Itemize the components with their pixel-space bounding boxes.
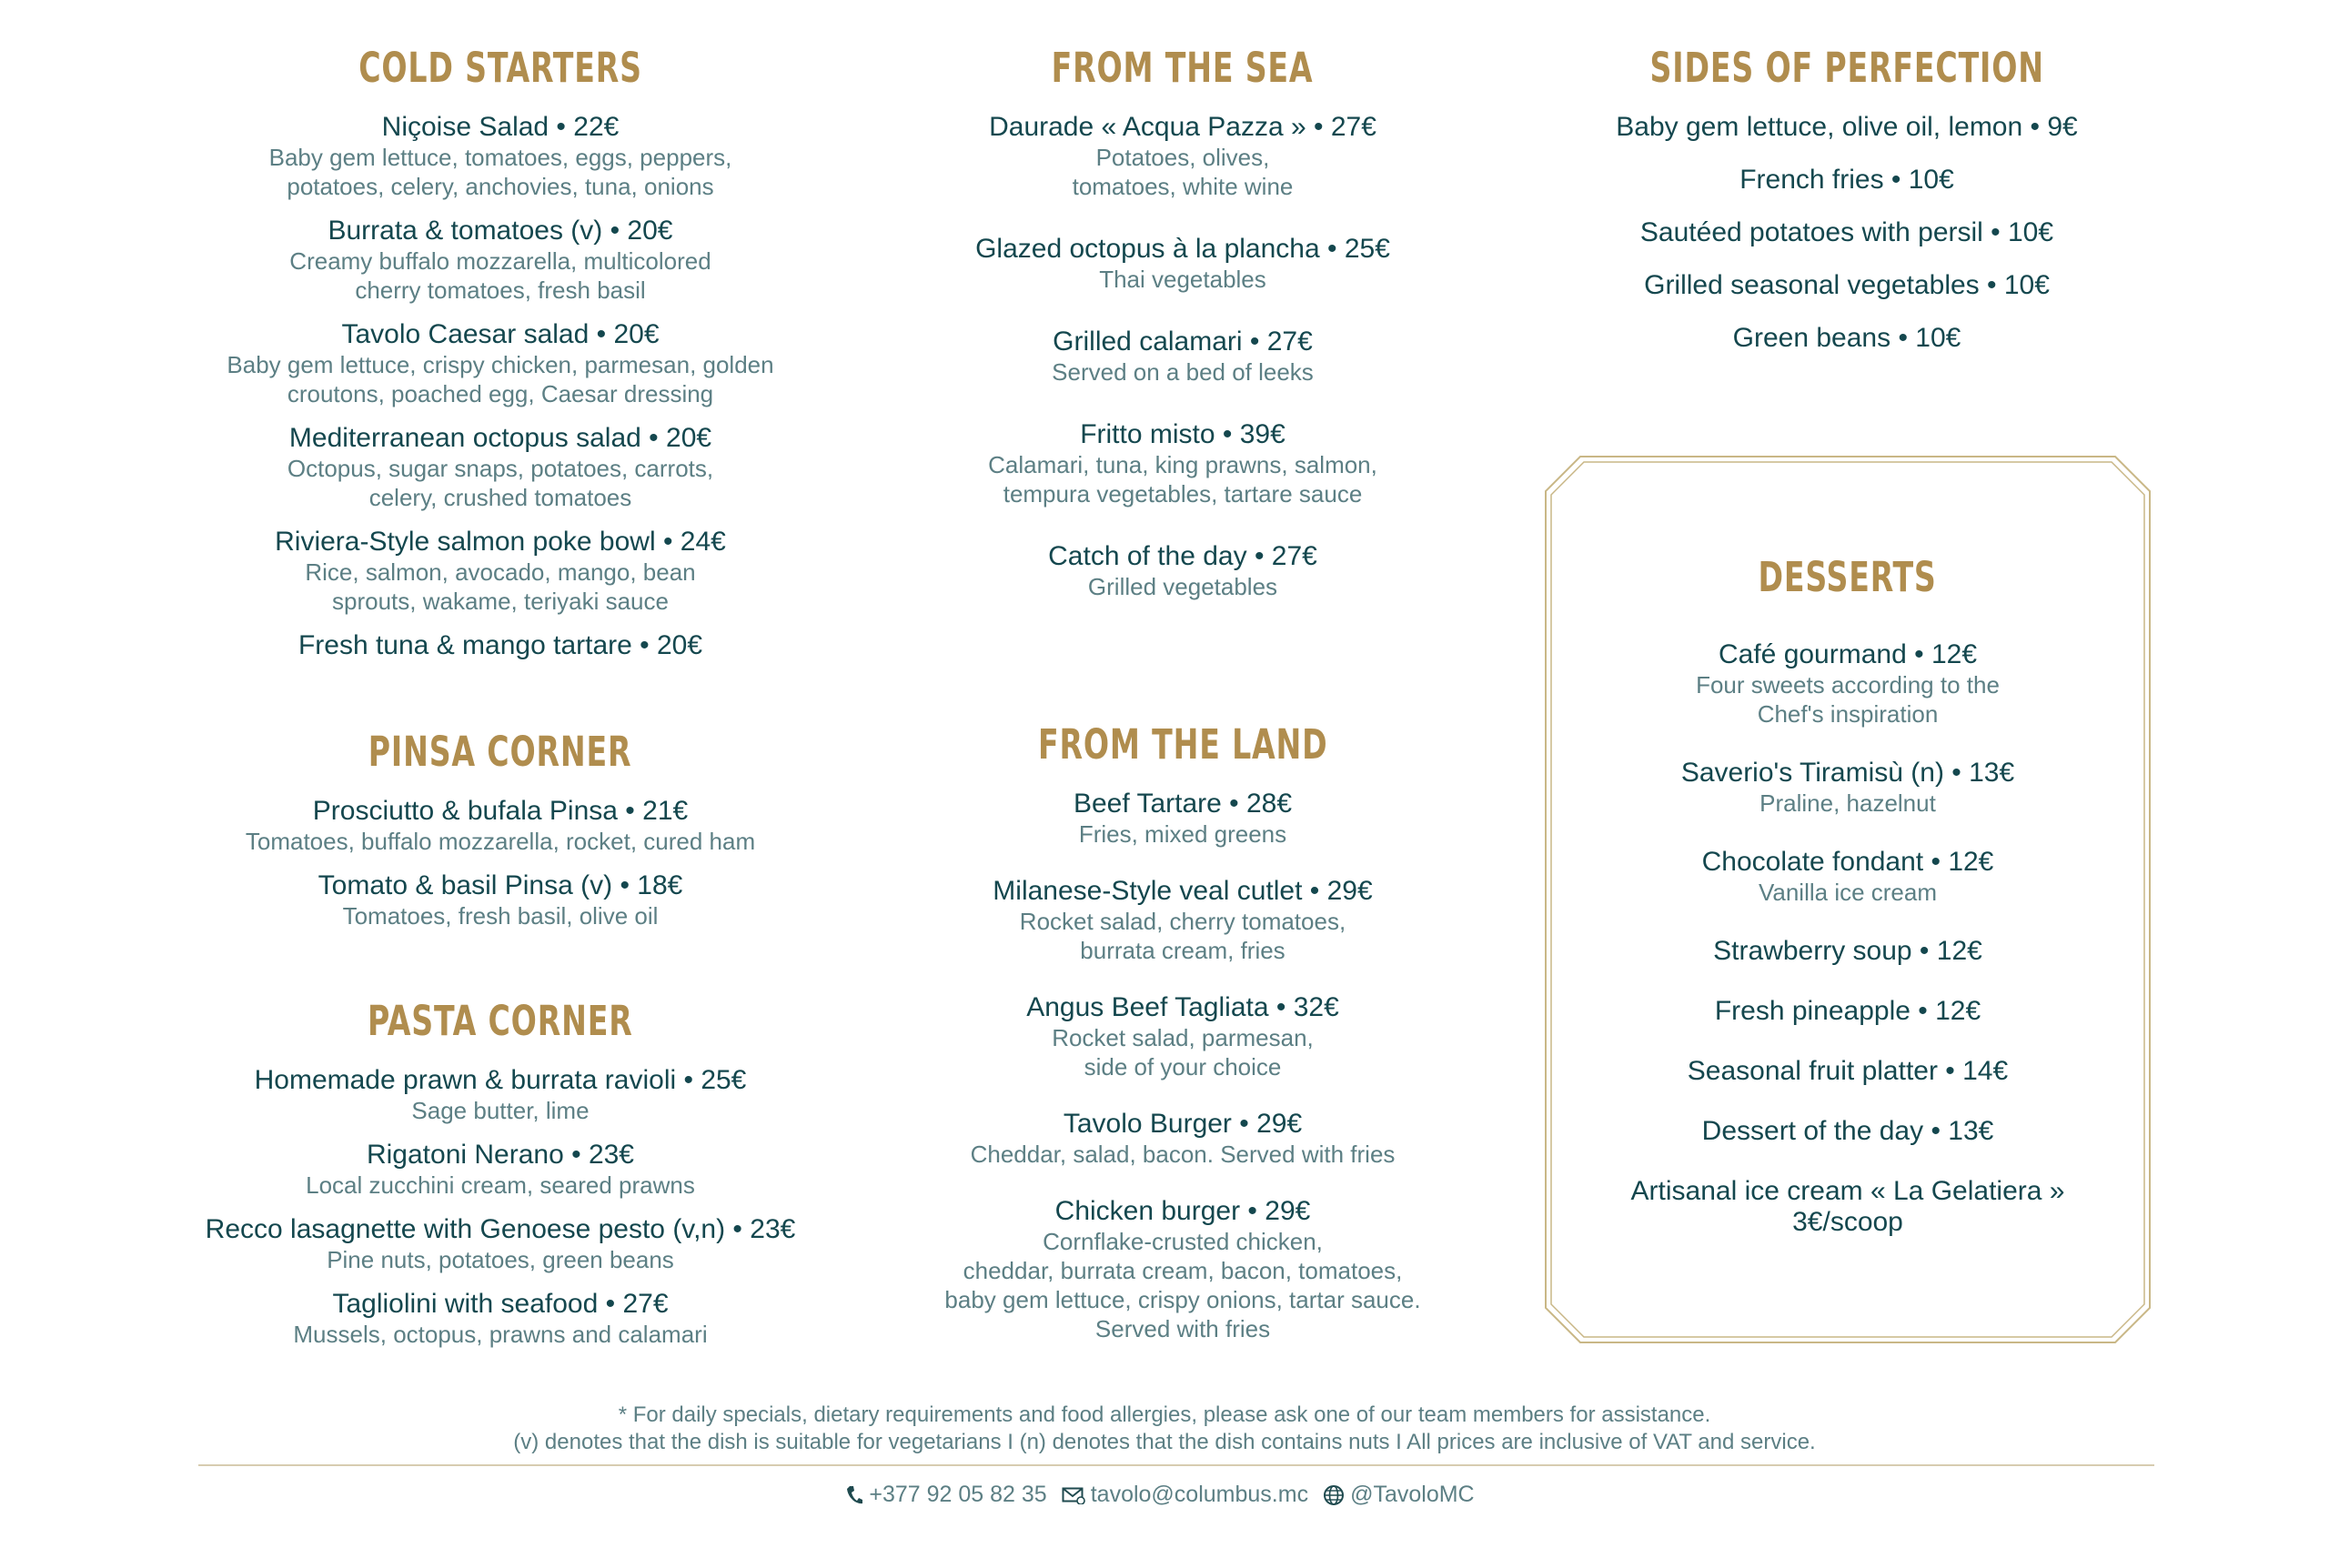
item-name: Angus Beef Tagliata • 32€ — [1026, 992, 1339, 1022]
item-description: Pine nuts, potatoes, green beans — [327, 1246, 674, 1273]
section-heading: DESSERTS — [1758, 553, 1938, 601]
item-description: Calamari, tuna, king prawns, salmon, tempura vegetables, tartare sauce — [988, 451, 1377, 508]
menu-item — [1052, 327, 1314, 387]
cold-starters-section — [136, 44, 864, 676]
footnote-line: * For daily specials, dietary requirements and food allergies, please ask one of our team members for assistance. — [618, 1402, 1711, 1427]
item-name: Riviera-Style salmon poke bowl • 24€ — [275, 527, 726, 557]
item-name: Fritto misto • 39€ — [1080, 419, 1285, 449]
menu-item — [289, 216, 711, 305]
item-description: Grilled vegetables — [1087, 573, 1278, 600]
item-name: Daurade « Acqua Pazza » • 27€ — [989, 112, 1376, 142]
item-description: Served on a bed of leeks — [1052, 358, 1314, 386]
item-name: Catch of the day • 27€ — [1048, 541, 1317, 571]
item-description: Creamy buffalo mozzarella, multicolored cherry tomatoes, fresh basil — [289, 247, 711, 304]
item-name: Strawberry soup • 12€ — [1713, 936, 1982, 966]
menu-item — [971, 1109, 1396, 1169]
section-heading: SIDES OF PERFECTION — [1649, 44, 2044, 92]
menu-item — [1631, 1176, 2065, 1238]
menu-item — [1026, 992, 1339, 1081]
contact-bar — [0, 1482, 2329, 1508]
item-description: Four sweets according to the Chef's inspiration — [1696, 671, 2000, 728]
menu-item — [975, 234, 1390, 294]
item-name: Artisanal ice cream « La Gelatiera » 3€/scoop — [1630, 1176, 2065, 1237]
menu-item — [989, 112, 1376, 201]
item-name: Seasonal fruit platter • 14€ — [1687, 1056, 2009, 1086]
menu-item — [246, 796, 755, 856]
footnote — [0, 1402, 2329, 1456]
item-description: Local zucchini cream, seared prawns — [306, 1171, 695, 1199]
menu-item — [1640, 217, 2053, 248]
menu-item — [1702, 847, 1994, 907]
phone-number[interactable]: +377 92 05 82 35 — [869, 1482, 1047, 1507]
menu-item — [318, 870, 683, 930]
item-name: Fresh tuna & mango tartare • 20€ — [297, 630, 703, 660]
item-description: Tomatoes, buffalo mozzarella, rocket, cured ham — [245, 828, 756, 855]
item-name: Glazed octopus à la plancha • 25€ — [975, 234, 1390, 264]
item-description: Mussels, octopus, prawns and calamari — [293, 1321, 708, 1348]
menu-item — [298, 630, 702, 661]
menu-item — [293, 1289, 707, 1349]
menu-item — [944, 1196, 1420, 1343]
item-description: Baby gem lettuce, crispy chicken, parmesan, golden croutons, poached egg, Caesar dressing — [227, 351, 774, 407]
item-description: Rocket salad, parmesan, side of your choice — [1052, 1024, 1314, 1081]
item-name: Baby gem lettuce, olive oil, lemon • 9€ — [1616, 112, 2078, 142]
item-name: Saverio's Tiramisù (n) • 13€ — [1680, 758, 2015, 788]
desserts-box — [1544, 455, 2152, 1344]
menu-item — [206, 1214, 796, 1274]
item-name: Fresh pineapple • 12€ — [1714, 996, 1981, 1026]
menu-item — [1048, 541, 1317, 601]
section-heading: PASTA CORNER — [368, 997, 633, 1045]
item-description: Vanilla ice cream — [1758, 879, 1938, 906]
phone-icon — [845, 1484, 863, 1506]
item-description: Potatoes, olives, tomatoes, white wine — [1072, 144, 1294, 200]
menu-item — [1681, 758, 2014, 818]
from-the-sea-section — [819, 44, 1547, 634]
item-name: Chocolate fondant • 12€ — [1701, 847, 1994, 877]
social-handle[interactable]: @TavoloMC — [1350, 1482, 1475, 1507]
item-description: Cheddar, salad, bacon. Served with fries — [970, 1141, 1396, 1168]
menu-item — [1702, 1116, 1994, 1147]
menu-item — [1739, 165, 1954, 196]
menu-item — [269, 112, 732, 201]
menu-item — [988, 419, 1377, 508]
sides-section — [1483, 44, 2211, 376]
menu-item — [1696, 639, 2000, 729]
section-heading: FROM THE LAND — [1037, 720, 1328, 769]
menu-item — [993, 876, 1372, 965]
menu-item — [306, 1140, 695, 1200]
globe-icon — [1323, 1484, 1345, 1506]
footnote-line: (v) denotes that the dish is suitable for vegetarians I (n) denotes that the dish contains nuts I All prices are inclusive of VAT and service. — [513, 1430, 1816, 1454]
pasta-corner-section — [136, 997, 864, 1363]
item-description: Tomatoes, fresh basil, olive oil — [342, 902, 659, 930]
item-name: Grilled seasonal vegetables • 10€ — [1644, 270, 2050, 300]
menu-item — [255, 1065, 747, 1125]
section-heading: FROM THE SEA — [1052, 44, 1314, 92]
from-the-land-section — [819, 720, 1547, 1371]
item-name: Prosciutto & bufala Pinsa • 21€ — [312, 796, 689, 826]
menu-item — [1074, 789, 1292, 849]
item-name: Café gourmand • 12€ — [1718, 639, 1978, 669]
item-name: Milanese-Style veal cutlet • 29€ — [993, 876, 1373, 906]
item-description: Rocket salad, cherry tomatoes, burrata cream, fries — [1019, 908, 1346, 964]
item-description: Octopus, sugar snaps, potatoes, carrots, celery, crushed tomatoes — [287, 455, 714, 511]
item-name: Tomato & basil Pinsa (v) • 18€ — [318, 870, 683, 900]
item-description: Baby gem lettuce, tomatoes, eggs, peppers, potatoes, celery, anchovies, tuna, onions — [268, 144, 732, 200]
item-name: Tavolo Burger • 29€ — [1063, 1109, 1303, 1139]
item-name: Mediterranean octopus salad • 20€ — [288, 423, 712, 453]
item-name: Sautéed potatoes with persil • 10€ — [1639, 217, 2054, 247]
desserts-section — [1544, 553, 2152, 1267]
email-address[interactable]: tavolo@columbus.mc — [1090, 1482, 1309, 1507]
item-name: Burrata & tomatoes (v) • 20€ — [328, 216, 673, 246]
item-name: Chicken burger • 29€ — [1054, 1196, 1311, 1226]
item-description: Thai vegetables — [1099, 266, 1266, 293]
item-name: French fries • 10€ — [1739, 165, 1954, 195]
item-description: Rice, salmon, avocado, mango, bean sprouts, wakame, teriyaki sauce — [305, 558, 696, 615]
item-description: Cornflake-crusted chicken, cheddar, burrata cream, bacon, tomatoes, baby gem lettuce, crispy onions, tartar sauce. Served with fries — [944, 1228, 1421, 1342]
item-name: Rigatoni Nerano • 23€ — [366, 1140, 634, 1170]
footer-divider — [198, 1464, 2154, 1466]
item-name: Grilled calamari • 27€ — [1053, 327, 1313, 357]
item-description: Fries, mixed greens — [1078, 820, 1287, 848]
menu-item — [287, 423, 713, 512]
section-heading: PINSA CORNER — [368, 728, 632, 776]
item-name: Dessert of the day • 13€ — [1701, 1116, 1994, 1146]
item-name: Recco lasagnette with Genoese pesto (v,n) • 23€ — [205, 1214, 796, 1244]
menu-item — [1688, 1056, 2008, 1087]
item-name: Green beans • 10€ — [1732, 323, 1961, 353]
item-name: Homemade prawn & burrata ravioli • 25€ — [254, 1065, 747, 1095]
menu-item — [275, 527, 726, 616]
menu-item — [1644, 270, 2050, 301]
item-name: Beef Tartare • 28€ — [1073, 789, 1293, 819]
item-description: Praline, hazelnut — [1759, 789, 1936, 817]
menu-item — [1713, 936, 1982, 967]
mail-icon — [1062, 1486, 1085, 1504]
item-name: Tavolo Caesar salad • 20€ — [341, 319, 660, 349]
section-heading: COLD STARTERS — [358, 44, 642, 92]
menu-item — [227, 319, 773, 408]
menu-item — [1616, 112, 2077, 143]
item-name: Tagliolini with seafood • 27€ — [332, 1289, 669, 1319]
menu-item — [1733, 323, 1961, 354]
item-name: Niçoise Salad • 22€ — [381, 112, 620, 142]
item-description: Sage butter, lime — [411, 1097, 590, 1124]
pinsa-corner-section — [136, 728, 864, 945]
menu-item — [1715, 996, 1981, 1027]
